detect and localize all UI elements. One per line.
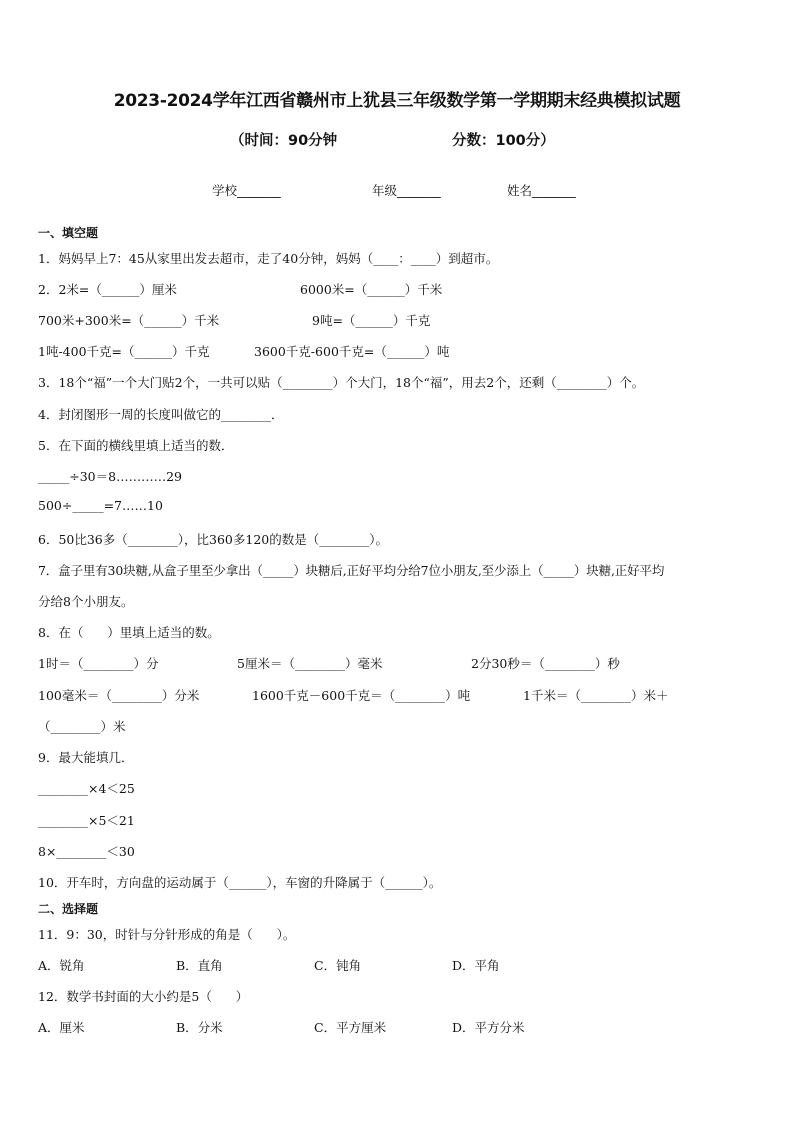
q11-option-c[interactable]: C．钝角: [314, 958, 362, 973]
question-9b: ________×5＜21: [38, 813, 135, 828]
question-2a: 2．2米=（______）厘米: [38, 282, 177, 297]
question-7-continued: 分给8个小朋友。: [38, 594, 134, 609]
question-2f: 3600千克-600千克=（______）吨: [254, 344, 450, 359]
section-choice: 二、选择题: [38, 902, 99, 916]
q12-option-b[interactable]: B．分米: [176, 1020, 223, 1035]
question-8: 8．在（ ）里填上适当的数。: [38, 625, 220, 640]
time-label: （时间：90分钟: [230, 133, 338, 149]
question-9a: ________×4＜25: [38, 781, 135, 796]
q12-option-c[interactable]: C．平方厘米: [314, 1020, 387, 1035]
page-title: 2023-2024学年江西省赣州市上犹县三年级数学第一学期期末经典模拟试题: [113, 91, 681, 111]
question-8c: 2分30秒＝（________）秒: [471, 656, 620, 671]
question-8d: 100毫米＝（________）分米: [38, 688, 200, 703]
grade-field[interactable]: 年级_______: [372, 183, 441, 198]
name-field[interactable]: 姓名_______: [507, 183, 576, 198]
question-6: 6．50比36多（________），比360多120的数是（________）。: [38, 532, 388, 547]
section-fill-blank: 一、填空题: [38, 226, 99, 240]
q11-option-d[interactable]: D．平角: [452, 958, 500, 973]
question-5b: 500÷_____=7……10: [38, 498, 163, 513]
question-5a: _____÷30＝8…………29: [38, 469, 182, 484]
question-8g: （________）米: [38, 719, 126, 734]
question-8e: 1600千克－600千克＝（________）吨: [252, 688, 471, 703]
score-label: 分数：100分）: [452, 133, 555, 149]
question-7: 7．盒子里有30块糖,从盒子里至少拿出（_____）块糖后,正好平均分给7位小朋友,至少添上（_____）块糖,正好平均: [38, 563, 665, 578]
question-1: 1．妈妈早上7：45从家里出发去超市，走了40分钟，妈妈（____：____）到超市。: [38, 251, 499, 266]
question-2e: 1吨-400千克=（______）千克: [38, 344, 210, 359]
question-3: 3．18个“福”一个大门贴2个，一共可以贴（________）个大门，18个“福”，用去2个，还剩（________）个。: [38, 375, 645, 390]
q12-option-d[interactable]: D．平方分米: [452, 1020, 525, 1035]
question-2d: 9吨=（______）千克: [312, 313, 431, 328]
q11-option-b[interactable]: B．直角: [176, 958, 223, 973]
question-8f: 1千米＝（________）米＋: [523, 688, 669, 703]
question-9: 9．最大能填几．: [38, 750, 134, 765]
question-8a: 1时＝（________）分: [38, 656, 159, 671]
question-2b: 6000米=（______）千米: [300, 282, 443, 297]
question-4: 4．封闭图形一周的长度叫做它的________．: [38, 407, 284, 422]
question-11: 11．9：30，时针与分针形成的角是（ ）。: [38, 927, 296, 942]
school-field[interactable]: 学校_______: [212, 183, 281, 198]
question-2c: 700米+300米=（______）千米: [38, 313, 220, 328]
question-8b: 5厘米＝（________）毫米: [237, 656, 383, 671]
q12-option-a[interactable]: A．厘米: [38, 1020, 85, 1035]
question-12: 12．数学书封面的大小约是5（ ）: [38, 989, 249, 1004]
question-9c: 8×________＜30: [38, 844, 135, 859]
q11-option-a[interactable]: A．锐角: [38, 958, 85, 973]
question-5: 5．在下面的横线里填上适当的数．: [38, 438, 234, 453]
question-10: 10．开车时，方向盘的运动属于（______），车窗的升降属于（______）。: [38, 875, 442, 890]
